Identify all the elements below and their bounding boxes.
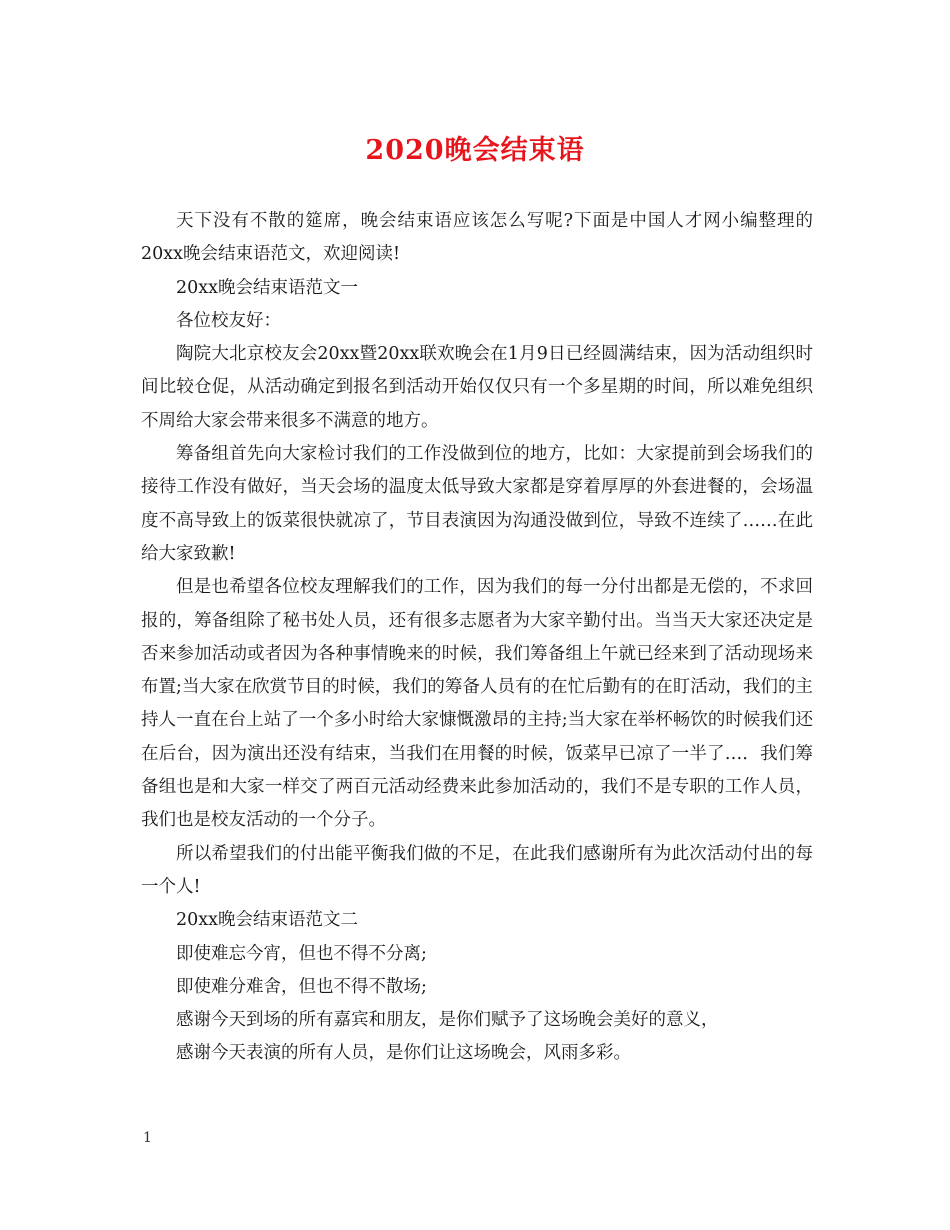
paragraph: 所以希望我们的付出能平衡我们做的不足，在此我们感谢所有为此次活动付出的每一个人! xyxy=(141,843,813,897)
section-heading-2: 20xx晚会结束语范文二 xyxy=(176,910,359,931)
paragraph: 感谢今天表演的所有人员，是你们让这场晚会，风雨多彩。 xyxy=(176,1043,631,1064)
page-number: 1 xyxy=(143,1130,152,1146)
paragraph: 但是也希望各位校友理解我们的工作，因为我们的每一分付出都是无偿的，不求回报的，筹备组除了秘书处人员，还有很多志愿者为大家辛勤付出。当当天大家还决定是否来参加活动或者因为各种事情晚来的时候，我们筹备组上午就已经来到了活动现场来布置;当大家在欣赏节目的时候，我们的筹备人员有的在忙后勤有的在盯活动，我们的主持人一直在台上站了一个多小时给大家慷慨激昂的主持;当大家在举杯畅饮的时候我们还在后台，因为演出还没有结束，当我们在用餐的时候，饭菜早已凉了一半了…．我们筹备组也是和大家一样交了两百元活动经费来此参加活动的，我们不是专职的工作人员，我们也是校友活动的一个分子。 xyxy=(141,577,813,831)
paragraph: 陶院大北京校友会20xx暨20xx联欢晚会在1月9日已经圆满结束，因为活动组织时间比较仓促，从活动确定到报名到活动开始仅仅只有一个多星期的时间，所以难免组织不周给大家会带来很多不满意的地方。 xyxy=(141,344,813,431)
section-heading-1: 20xx晚会结束语范文一 xyxy=(176,277,359,298)
document-body xyxy=(141,205,813,1071)
paragraph: 筹备组首先向大家检讨我们的工作没做到位的地方，比如：大家提前到会场我们的接待工作没有做好，当天会场的温度太低导致大家都是穿着厚厚的外套进餐的，会场温度不高导致上的饭菜很快就凉了，节目表演因为沟通没做到位，导致不连续了……在此给大家致歉! xyxy=(141,444,813,564)
paragraph: 即使难分难舍，但也不得不散场; xyxy=(176,976,427,997)
paragraph-greeting: 各位校友好： xyxy=(176,310,281,331)
document-title: 2020晚会结束语 xyxy=(365,135,585,166)
paragraph: 即使难忘今宵，但也不得不分离; xyxy=(176,943,427,964)
paragraph-intro: 天下没有不散的筵席，晚会结束语应该怎么写呢?下面是中国人才网小编整理的20xx晚会结束语范文，欢迎阅读! xyxy=(141,211,813,265)
paragraph: 感谢今天到场的所有嘉宾和朋友，是你们赋予了这场晚会美好的意义， xyxy=(176,1010,719,1031)
